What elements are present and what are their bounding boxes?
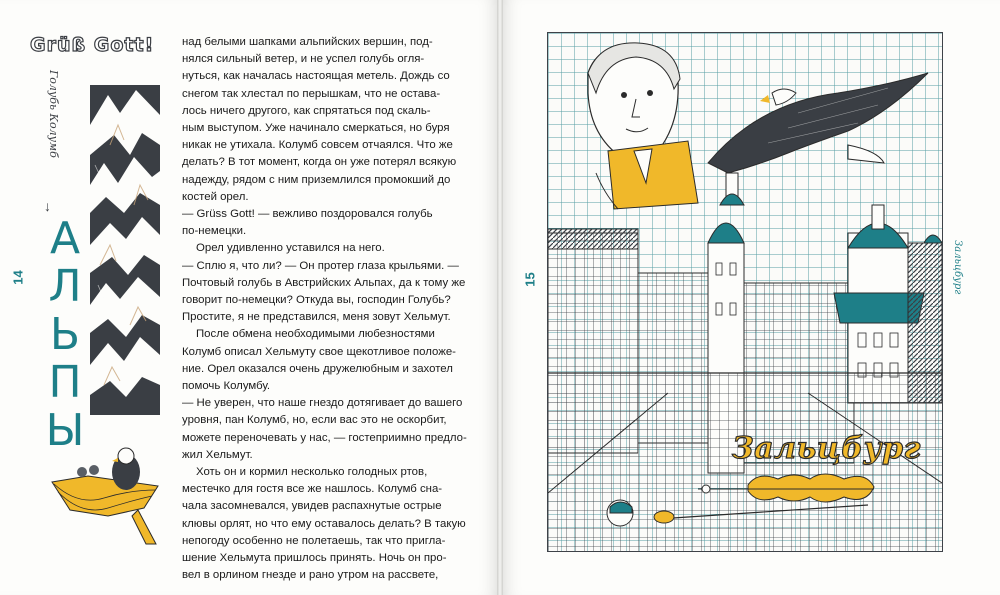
page-number-left: 14 xyxy=(10,270,26,285)
paragraph: — Grüss Gott! — вежливо поздоровался голубь по-немецки. xyxy=(182,208,433,238)
paragraph: Хоть он и кормил несколько голодных ртов, местечко для гостя все же нашлось. Колумб сна- чала засомневался, увидев распахнутые острые клювы орлят, но что ему оставалось делать? В такую непогоду особенно не полетаешь, так что пригла- шение Хельмута пришлось принять. Ночь он про- вел в орлином гнезде и рано утром на рассвете, xyxy=(182,466,466,582)
vertical-chapter-title xyxy=(38,70,70,230)
mountain-illustration xyxy=(90,85,160,415)
side-caption xyxy=(951,240,967,340)
salzburg-illustration xyxy=(547,32,943,552)
vertical-chapter-title-text: Голубь Колумб xyxy=(47,70,60,158)
city-label: Зальцбург xyxy=(732,431,921,466)
right-page xyxy=(503,0,1000,595)
paragraph: — Не уверен, что наше гнездо дотягивает до вашего уровня, пан Колумб, но, если вас это не оскорбит, можете переночевать у нас, — гостеприимно предло- жил Хельмут. xyxy=(182,397,467,461)
section-title-letter: Ь xyxy=(49,309,81,360)
greeting-heading: Grüß Gott! xyxy=(30,34,155,56)
page-number-right: 15 xyxy=(522,272,538,287)
side-caption-text: Зальцбург xyxy=(952,240,963,295)
eagle-nest-illustration xyxy=(48,446,163,546)
left-page xyxy=(0,0,497,595)
section-title-letter: Ы xyxy=(45,405,85,456)
paragraph: над белыми шапками альпийских вершин, под- нялся сильный ветер, и не успел голубь огля- нуться, как началась настоящая метель. Дождь со снегом так хлестал по перышкам, что не остава- лось ничего другого, как спрятаться под скаль- ным выступом. Уже начинало смеркаться, но буря никак не утихала. Колумб совсем отчаялся. Что же делать? В тот момент, когда он уже потерял всякую надежду, рядом с ним приземлился промокший до костей орел. xyxy=(182,36,457,203)
section-title-letter: Л xyxy=(48,261,82,312)
section-title-letter: П xyxy=(48,357,82,408)
paragraph: — Сплю я, что ли? — Он протер глаза крыльями. — Почтовый голубь в Австрийских Альпах, да к тому же говорит по-немецки? Откуда вы, господин Голубь? Простите, я не представился, меня зовут Хельмут. xyxy=(182,259,466,324)
section-title-alps xyxy=(40,215,90,455)
section-title-letter: А xyxy=(49,213,81,264)
body-text xyxy=(182,34,472,585)
paragraph: После обмена необходимыми любезностями Колумб описал Хельмуту свое щекотливое положе- ние. Орел оказался очень дружелюбным и захотел помочь Колумбу. xyxy=(182,328,456,393)
cap-drawing xyxy=(607,500,633,526)
salzburg-drawing xyxy=(548,33,942,551)
paragraph: Орел удивленно уставился на него. xyxy=(196,242,385,255)
arrow-down-icon: ↓ xyxy=(44,198,51,214)
